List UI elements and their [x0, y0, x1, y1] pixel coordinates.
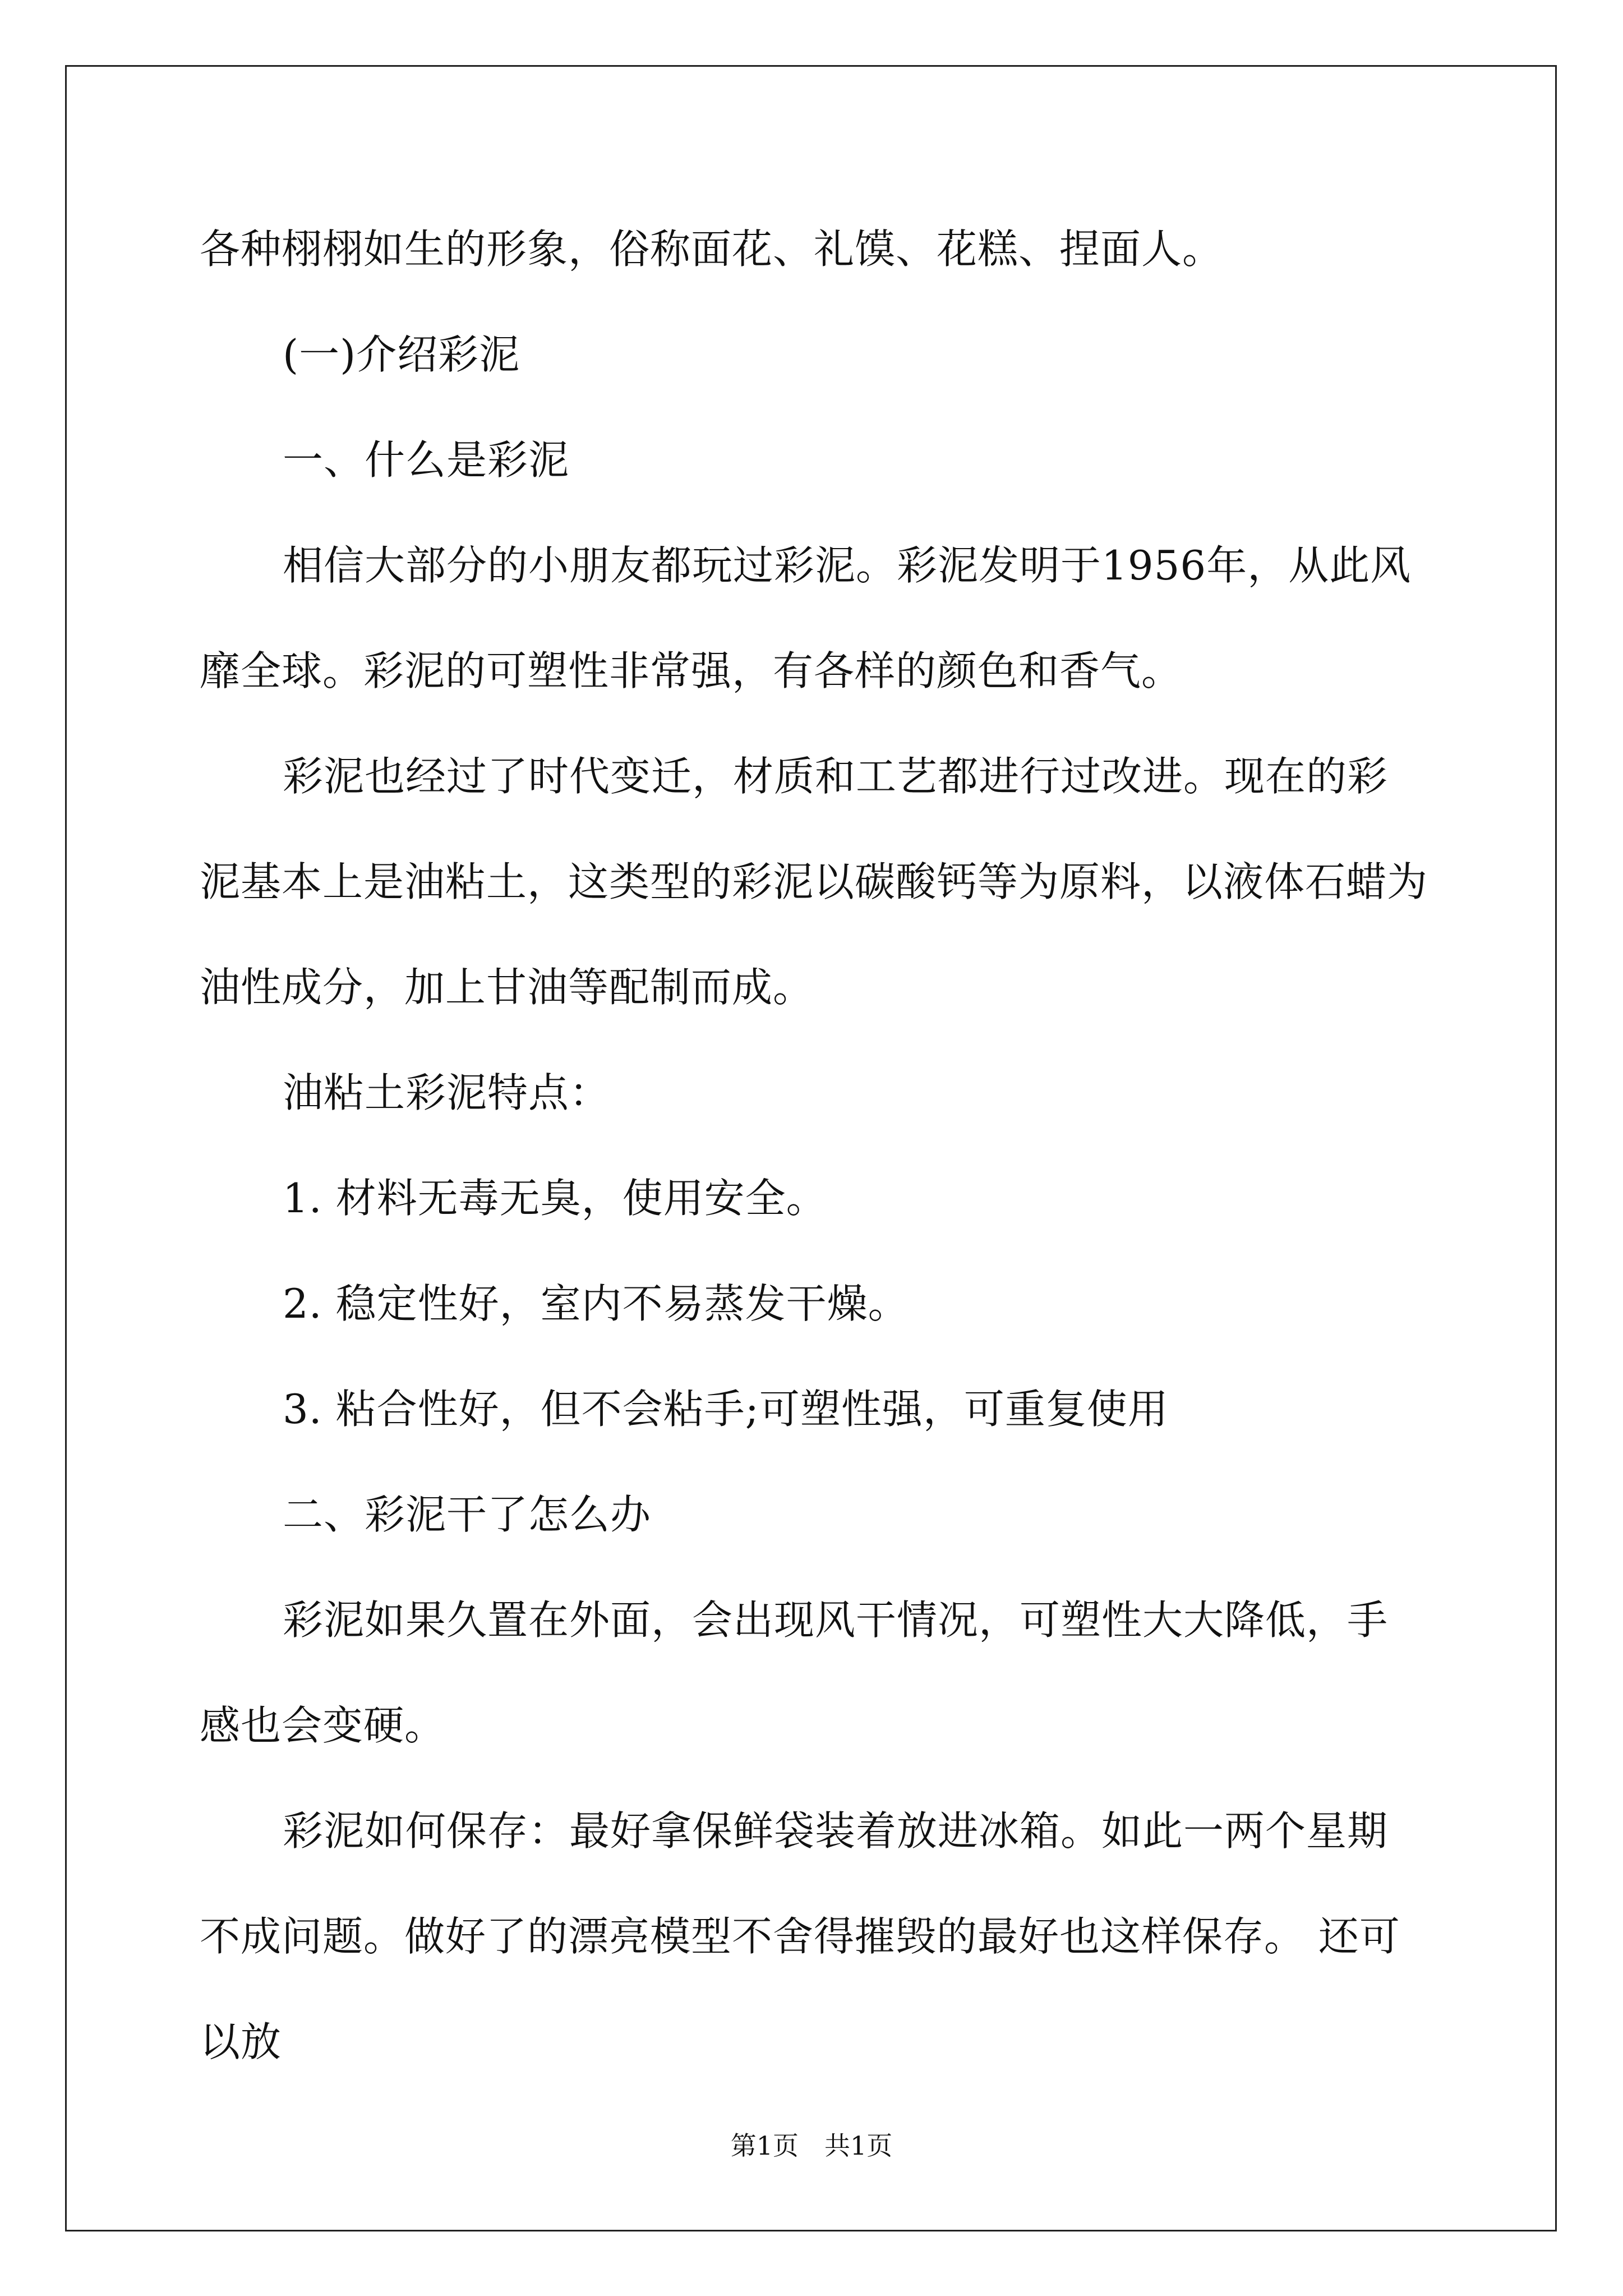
- paragraph-history: 相信大部分的小朋友都玩过彩泥。彩泥发明于1956年，从此风靡全球。彩泥的可塑性非常强，有各样的颜色和香气。: [200, 542, 1412, 694]
- features-heading: 油粘土彩泥特点：: [283, 1069, 611, 1116]
- document-body: [200, 196, 1428, 2095]
- paragraph-dried: 彩泥如果久置在外面，会出现风干情况，可塑性大大降低，手感也会变硬。: [200, 1596, 1389, 1749]
- paragraph-1: 各种栩栩如生的形象，俗称面花、礼馍、花糕、捏面人。: [200, 226, 1224, 273]
- feature-item-2: 2. 稳定性好，室内不易蒸发干燥。: [283, 1280, 909, 1327]
- subheading-what-is: 一、什么是彩泥: [283, 436, 570, 484]
- paragraph-material: 彩泥也经过了时代变迁，材质和工艺都进行过改进。现在的彩泥基本上是油粘土，这类型的彩泥以碳酸钙等为原料，以液体石蜡为油性成分，加上甘油等配制而成。: [200, 753, 1428, 1011]
- section-heading-intro: (一)介绍彩泥: [283, 331, 520, 378]
- subheading-dried: 二、彩泥干了怎么办: [283, 1491, 652, 1538]
- paragraph-storage: 彩泥如何保存：最好拿保鲜袋装着放进冰箱。如此一两个星期不成问题。做好了的漂亮模型不舍得摧毁的最好也这样保存。 还可以放: [200, 1807, 1400, 2065]
- page-number-footer: 第1页 共1页: [730, 2131, 893, 2161]
- feature-item-3: 3. 粘合性好，但不会粘手;可塑性强，可重复使用: [283, 1386, 1169, 1433]
- feature-item-1: 1. 材料无毒无臭，使用安全。: [283, 1175, 827, 1222]
